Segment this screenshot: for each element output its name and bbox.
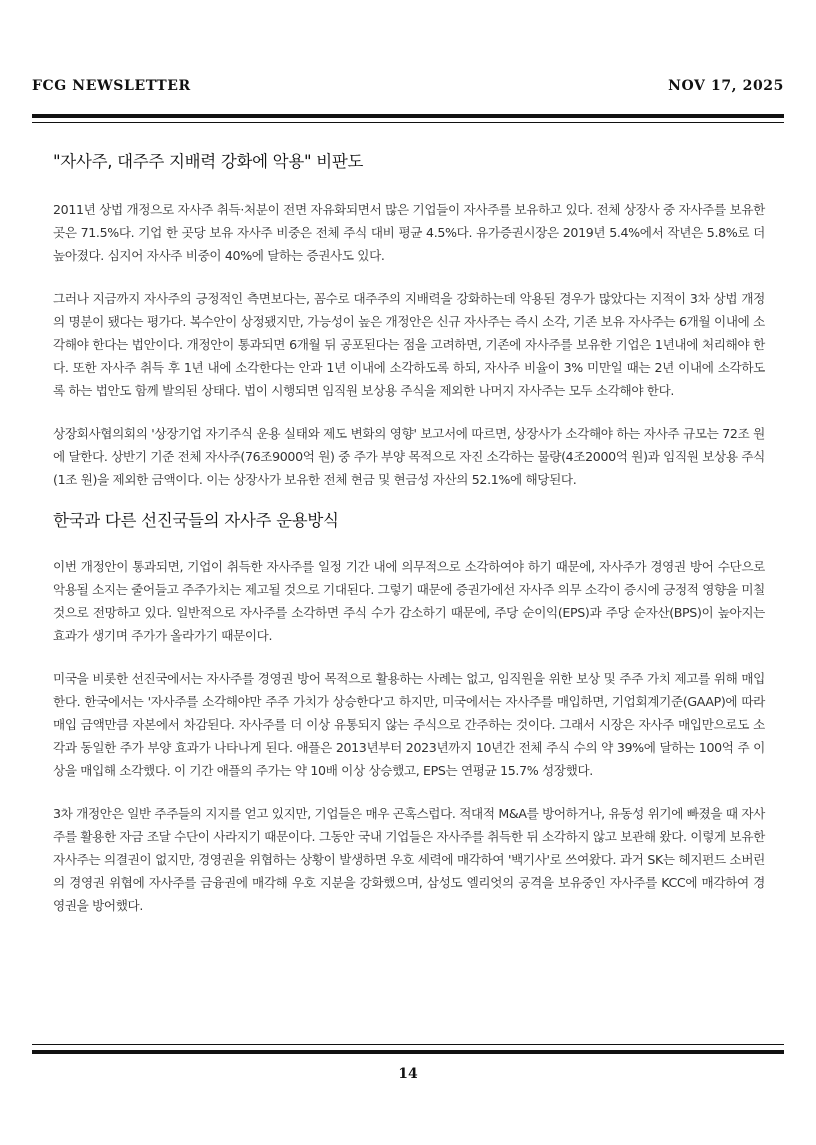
section-title-buyback-criticism: "자사주, 대주주 지배력 강화에 악용" 비판도: [53, 152, 364, 171]
section-title-foreign-practices: 한국과 다른 선진국들의 자사주 운용방식: [53, 511, 339, 530]
article-body: [53, 150, 765, 917]
paragraph: 2011년 상법 개정으로 자사주 취득·처분이 전면 자유화되면서 많은 기업들이 자사주를 보유하고 있다. 전체 상장사 중 자사주를 보유한 곳은 71.5%다. 기업 한 곳당 보유 자사주 비중은 전체 주식 대비 평균 4.5%다. 유가증권시장은 2019년 5.4%에서 작년은 5.8%로 더 높아졌다. 심지어 자사주 비중이 40%에 달하는 증권사도 있다.: [53, 202, 765, 263]
paragraph: 3차 개정안은 일반 주주들의 지지를 얻고 있지만, 기업들은 매우 곤혹스럽다. 적대적 M&A를 방어하거나, 유동성 위기에 빠졌을 때 자사주를 활용한 자금 조달 수단이 사라지기 때문이다. 그동안 국내 기업들은 자사주를 취득한 뒤 소각하지 않고 보관해 왔다. 이렇게 보유한 자사주는 의결권이 없지만, 경영권을 위협하는 상황이 발생하면 우호 세력에 매각하여 '백기사'로 쓰여왔다. 과거 SK는 헤지펀드 소버린의 경영권 위협에 자사주를 금융권에 매각해 우호 지분을 강화했으며, 삼성도 엘리엇의 공격을 보유중인 자사주를 KCC에 매각하여 경영권을 방어했다.: [53, 806, 765, 913]
footer-rule-thick: [32, 1050, 784, 1054]
paragraph: 미국을 비롯한 선진국에서는 자사주를 경영권 방어 목적으로 활용하는 사례는 없고, 임직원을 위한 보상 및 주주 가치 제고를 위해 매입한다. 한국에서는 '자사주를 소각해야만 주주 가치가 상승한다'고 하지만, 미국에서는 자사주를 매입하면, 기업회계기준(GAAP)에 따라 매입 금액만큼 자본에서 차감된다. 자사주를 더 이상 유통되지 않는 주식으로 간주하는 것이다. 그래서 시장은 자사주 매입만으로도 소각과 동일한 주가 부양 효과가 나타나게 된다. 애플은 2013년부터 2023년까지 10년간 전체 주식 수의 약 39%에 달하는 100억 주 이상을 매입해 소각했다. 이 기간 애플의 주가는 약 10배 이상 상승했고, EPS는 연평균 15.7% 성장했다.: [53, 671, 765, 778]
issue-date: NOV 17, 2025: [668, 78, 784, 94]
header-rule-thick: [32, 114, 784, 118]
paragraph: 이번 개정안이 통과되면, 기업이 취득한 자사주를 일정 기간 내에 의무적으로 소각하여야 하기 때문에, 자사주가 경영권 방어 수단으로 악용될 소지는 줄어들고 주주가치는 제고될 것으로 기대된다. 그렇기 때문에 증권가에선 자사주 의무 소각이 증시에 긍정적 영향을 미칠 것으로 전망하고 있다. 일반적으로 자사주를 소각하면 주식 수가 감소하기 때문에, 주당 순이익(EPS)과 주당 순자산(BPS)이 높아지는 효과가 생기며 주가가 올라가기 때문이다.: [53, 559, 765, 643]
newsletter-header: [32, 78, 784, 100]
newsletter-brand: FCG NEWSLETTER: [32, 78, 191, 94]
paragraph: 그러나 지금까지 자사주의 긍정적인 측면보다는, 꼼수로 대주주의 지배력을 강화하는데 악용된 경우가 많았다는 지적이 3차 상법 개정의 명분이 됐다는 평가다. 복수안이 상정됐지만, 가능성이 높은 개정안은 신규 자사주는 즉시 소각, 기존 보유 자사주는 6개월 이내에 소각해야 한다는 법안이다. 개정안이 통과되면 6개월 뒤 공포된다는 점을 고려하면, 기존에 자사주를 보유한 기업은 1년내에 처리해야 한다. 또한 자사주 취득 후 1년 내에 소각한다는 안과 1년 이내에 소각하도록 하되, 자사주 비율이 3% 미만일 때는 2년 이내에 소각하도록 하는 법안도 함께 발의된 상태다. 법이 시행되면 임직원 보상용 주식을 제외한 나머지 자사주는 모두 소각해야 한다.: [53, 291, 765, 398]
footer-rule-thin: [32, 1044, 784, 1045]
page-number: 14: [398, 1066, 418, 1082]
header-rule-thin: [32, 122, 784, 123]
paragraph: 상장회사협의회의 '상장기업 자기주식 운용 실태와 제도 변화의 영향' 보고서에 따르면, 상장사가 소각해야 하는 자사주 규모는 72조 원에 달한다. 상반기 기준 전체 자사주(76조9000억 원) 중 주가 부양 목적으로 자진 소각하는 물량(4조2000억 원)과 임직원 보상용 주식(1조 원)을 제외한 금액이다. 이는 상장사가 보유한 전체 현금 및 현금성 자산의 52.1%에 해당된다.: [53, 426, 765, 487]
